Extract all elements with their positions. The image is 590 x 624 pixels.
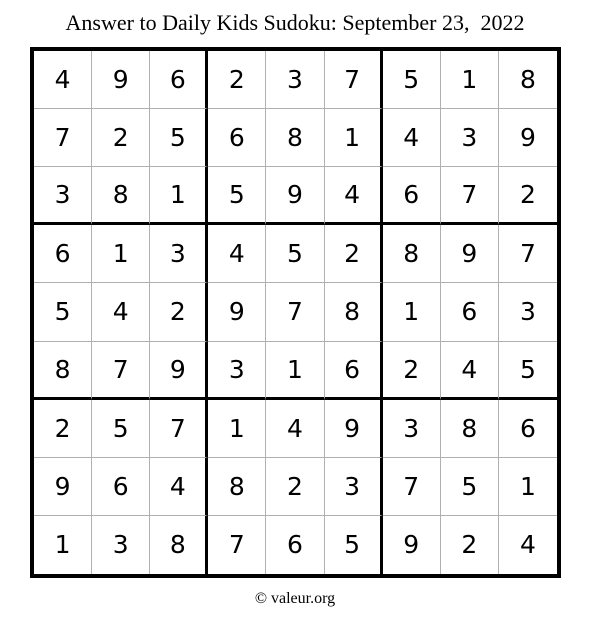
sudoku-cell: 5 — [441, 458, 499, 516]
sudoku-cell: 6 — [499, 400, 557, 458]
sudoku-cell: 5 — [499, 342, 557, 400]
sudoku-cell: 6 — [266, 516, 324, 574]
sudoku-cell: 5 — [92, 400, 150, 458]
sudoku-cell: 7 — [441, 167, 499, 225]
sudoku-cell: 5 — [383, 51, 441, 109]
sudoku-cell: 4 — [266, 400, 324, 458]
sudoku-cell: 9 — [499, 109, 557, 167]
sudoku-cell: 4 — [441, 342, 499, 400]
sudoku-cell: 8 — [34, 342, 92, 400]
sudoku-cell: 1 — [150, 167, 208, 225]
sudoku-cell: 8 — [266, 109, 324, 167]
sudoku-cell: 4 — [519, 530, 536, 560]
sudoku-cell: 6 — [208, 109, 266, 167]
sudoku-cell: 5 — [266, 225, 324, 283]
sudoku-cell: 9 — [34, 458, 92, 516]
sudoku-cell: 7 — [150, 400, 208, 458]
sudoku-cell: 8 — [150, 516, 208, 574]
sudoku-cell: 3 — [34, 167, 92, 225]
sudoku-cell: 1 — [383, 283, 441, 341]
sudoku-cell: 3 — [441, 109, 499, 167]
sudoku-cell: 3 — [92, 516, 150, 574]
sudoku-cell: 2 — [150, 283, 208, 341]
sudoku-cell: 8 — [383, 225, 441, 283]
sudoku-cell: 7 — [34, 109, 92, 167]
sudoku-cell: 4 — [208, 225, 266, 283]
puzzle-title: Answer to Daily Kids Sudoku: September 23, 2022 — [65, 10, 525, 35]
sudoku-cell: 3 — [266, 51, 324, 109]
sudoku-cell: 5 — [34, 283, 92, 341]
sudoku-cell: 2 — [325, 225, 383, 283]
sudoku-cell: 7 — [499, 225, 557, 283]
sudoku-cell: 2 — [383, 342, 441, 400]
sudoku-cell: 9 — [383, 516, 441, 574]
sudoku-cell: 1 — [325, 109, 383, 167]
sudoku-cell: 1 — [266, 342, 324, 400]
sudoku-cell: 3 — [150, 225, 208, 283]
sudoku-cell: 2 — [441, 516, 499, 574]
sudoku-cell: 2 — [499, 167, 557, 225]
sudoku-cell: 2 — [34, 400, 92, 458]
sudoku-cell: 8 — [208, 458, 266, 516]
sudoku-cell: 7 — [92, 342, 150, 400]
sudoku-cell: 8 — [441, 400, 499, 458]
sudoku-cell: 5 — [325, 516, 383, 574]
sudoku-cell: 5 — [150, 109, 208, 167]
sudoku-cell: 7 — [266, 283, 324, 341]
copyright-footer: © valeur.org — [254, 590, 336, 607]
sudoku-cell: 4 — [34, 51, 92, 109]
sudoku-cell: 9 — [92, 51, 150, 109]
sudoku-cell: 1 — [441, 51, 499, 109]
sudoku-cell: 9 — [150, 342, 208, 400]
sudoku-cell: 6 — [383, 167, 441, 225]
sudoku-cell: 3 — [499, 283, 557, 341]
sudoku-cell: 2 — [266, 458, 324, 516]
sudoku-cell: 6 — [150, 51, 208, 109]
sudoku-cell: 9 — [325, 400, 383, 458]
sudoku-cell: 6 — [441, 283, 499, 341]
sudoku-cell: 9 — [266, 167, 324, 225]
sudoku-cell: 7 — [383, 458, 441, 516]
sudoku-cell: 3 — [383, 400, 441, 458]
sudoku-cell: 2 — [92, 109, 150, 167]
sudoku-cell: 4 — [92, 283, 150, 341]
sudoku-cell: 1 — [499, 458, 557, 516]
sudoku-grid — [30, 47, 561, 578]
sudoku-cell: 1 — [92, 225, 150, 283]
sudoku-cell: 3 — [208, 342, 266, 400]
sudoku-cell: 5 — [208, 167, 266, 225]
sudoku-cell: 1 — [34, 516, 92, 574]
sudoku-cell: 7 — [325, 51, 383, 109]
sudoku-cell: 4 — [383, 109, 441, 167]
sudoku-cell: 6 — [325, 342, 383, 400]
sudoku-cell: 9 — [208, 283, 266, 341]
sudoku-cell: 3 — [325, 458, 383, 516]
sudoku-cell: 4 — [325, 167, 383, 225]
sudoku-cell: 8 — [92, 167, 150, 225]
sudoku-cell: 9 — [441, 225, 499, 283]
sudoku-cell: 8 — [499, 51, 557, 109]
sudoku-cell: 7 — [208, 516, 266, 574]
sudoku-cell: 4 — [150, 458, 208, 516]
sudoku-cell: 1 — [208, 400, 266, 458]
sudoku-cell: 2 — [208, 51, 266, 109]
sudoku-cell: 6 — [34, 225, 92, 283]
sudoku-cell: 8 — [325, 283, 383, 341]
sudoku-cell: 6 — [92, 458, 150, 516]
